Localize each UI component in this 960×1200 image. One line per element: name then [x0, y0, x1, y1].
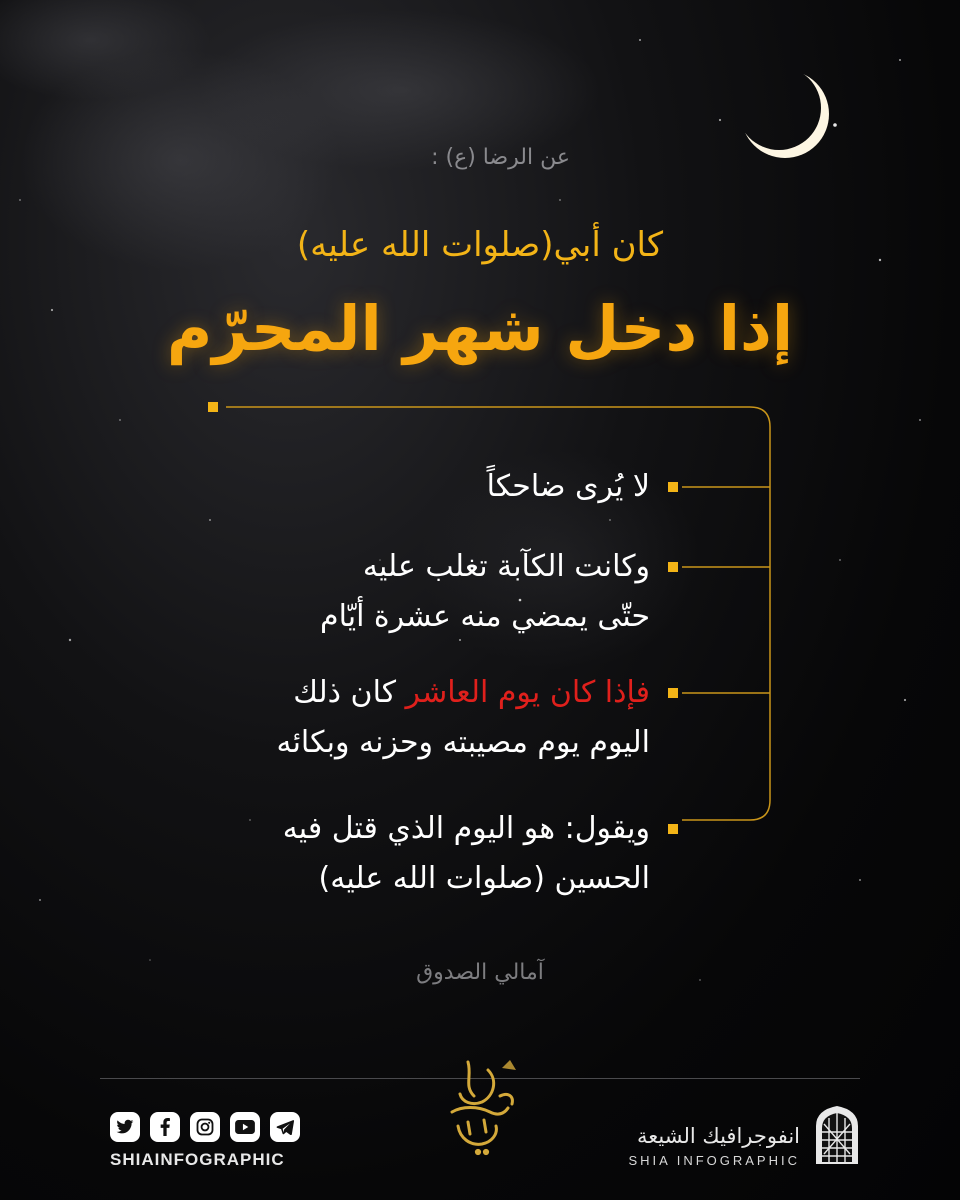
mosque-window-logo-icon: [812, 1104, 862, 1166]
list-item: [30, 462, 650, 512]
list-item: [30, 804, 650, 904]
source-citation: آمالي الصدوق: [416, 960, 544, 985]
bullet-marker: [668, 562, 678, 572]
list-item: [30, 668, 650, 768]
social-handle: SHIAINFOGRAPHIC: [110, 1150, 285, 1169]
youtube-icon[interactable]: [230, 1112, 260, 1142]
bullet-marker: [668, 688, 678, 698]
facebook-icon[interactable]: [150, 1112, 180, 1142]
bullet-marker: [668, 482, 678, 492]
attribution-text: عن الرضا (ع) :: [431, 145, 570, 170]
brand-name-arabic: انفوجرافيك الشيعة: [637, 1124, 800, 1148]
item-line: [30, 668, 650, 718]
highlighted-text: فإذا كان يوم العاشر: [405, 675, 650, 710]
item-line: ويقول: هو اليوم الذي قتل فيه: [282, 811, 650, 846]
list-item: [30, 542, 650, 642]
item-line: اليوم يوم مصيبته وحزنه وبكائه: [276, 725, 650, 760]
telegram-icon[interactable]: [270, 1112, 300, 1142]
item-line-rest: كان ذلك: [293, 675, 406, 710]
item-line: الحسين (صلوات الله عليه): [318, 861, 650, 896]
bullet-marker: [668, 824, 678, 834]
twitter-icon[interactable]: [110, 1112, 140, 1142]
item-line: لا يُرى ضاحكاً: [486, 469, 650, 504]
item-line: حتّى يمضي منه عشرة أيّام: [320, 599, 650, 634]
item-line: وكانت الكآبة تغلب عليه: [362, 549, 650, 584]
page-title: إذا دخل شهر المحرّم: [166, 292, 794, 365]
social-links: [110, 1112, 300, 1142]
instagram-icon[interactable]: [190, 1112, 220, 1142]
subtitle: كان أبي(صلوات الله عليه): [296, 225, 664, 265]
calligraphy-logo: [438, 1056, 522, 1160]
brand-name-english: SHIA INFOGRAPHIC: [628, 1153, 800, 1168]
crescent-moon-icon: [745, 68, 835, 163]
